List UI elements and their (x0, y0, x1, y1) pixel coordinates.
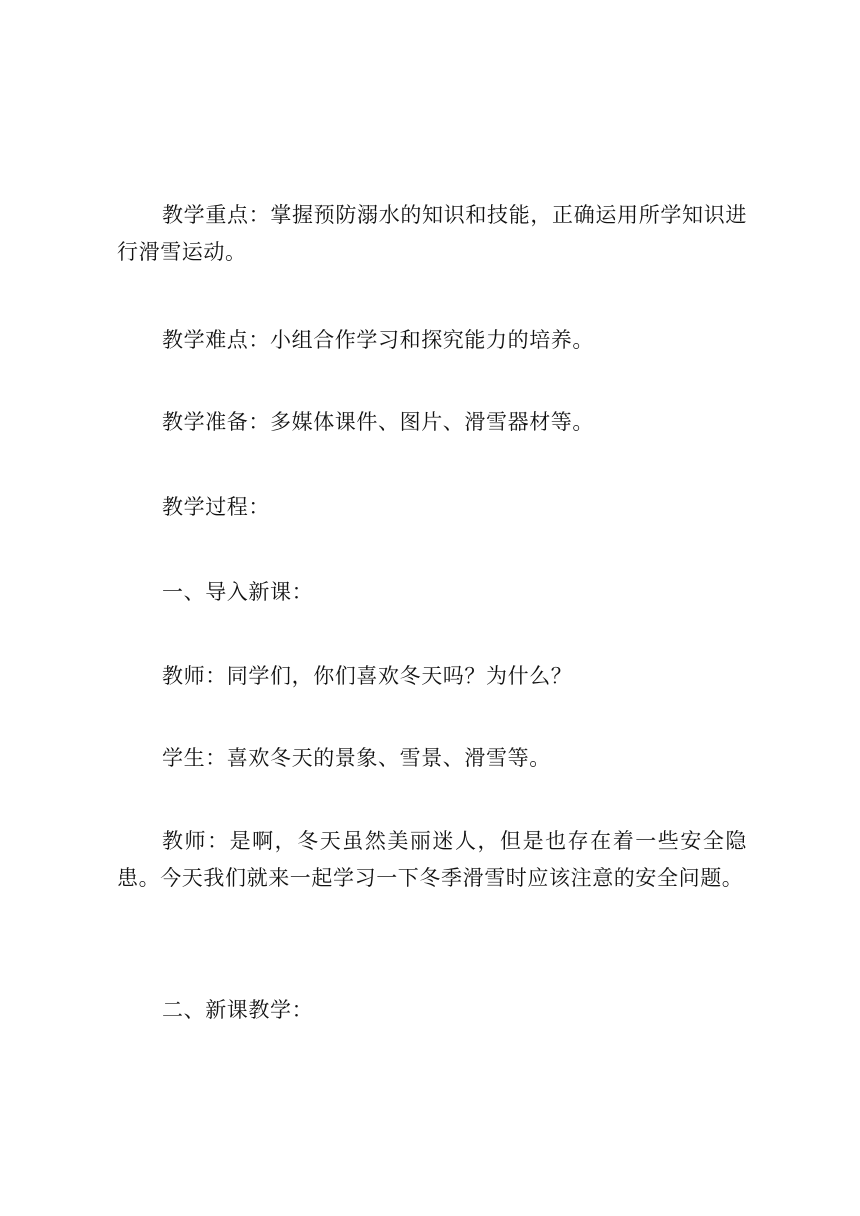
teaching-process-heading: 教学过程： (162, 495, 270, 519)
teaching-focus-paragraph: 教学重点：掌握预防溺水的知识和技能，正确运用所学知识进行滑雪运动。 (117, 203, 747, 264)
student-answer-paragraph: 学生：喜欢冬天的景象、雪景、滑雪等。 (162, 746, 551, 770)
teaching-difficulty-paragraph: 教学难点：小组合作学习和探究能力的培养。 (162, 328, 594, 352)
teacher-intro-paragraph: 教师：是啊，冬天虽然美丽迷人，但是也存在着一些安全隐患。今天我们就来一起学习一下冬季滑雪时应该注意的安全问题。 (117, 829, 747, 890)
teacher-question-paragraph: 教师：同学们，你们喜欢冬天吗？为什么？ (162, 664, 573, 688)
section-two-heading: 二、新课教学： (162, 998, 314, 1022)
section-one-heading: 一、导入新课： (162, 580, 314, 604)
teaching-preparation-paragraph: 教学准备：多媒体课件、图片、滑雪器材等。 (162, 410, 594, 434)
